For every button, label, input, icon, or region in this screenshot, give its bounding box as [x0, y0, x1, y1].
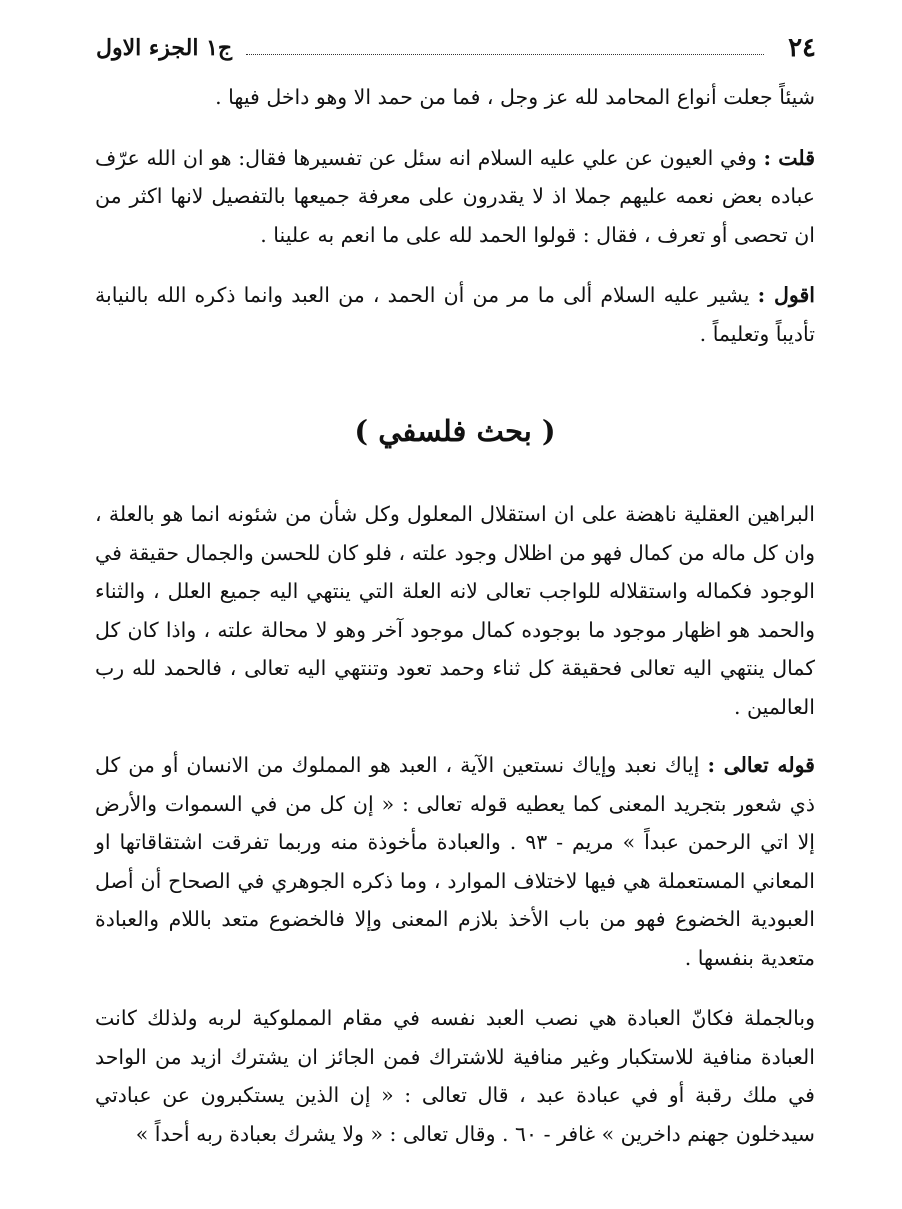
paragraph-text: وفي العيون عن علي عليه السلام انه سئل عن تفسيرها فقال: هو ان الله عرّف عباده بعض نعمه عليهم جملا اذ لا يقدرون على معرفة جميعها بالتفصيل لانها اكثر من ان تحصى أو تعرف ، فقال : قولوا الحمد لله على ما انعم به علينا .	[95, 145, 815, 247]
paragraph-6	[95, 999, 815, 1153]
section-heading: ( بحث فلسفي )	[354, 414, 556, 448]
paragraph-text: إياك نعبد وإياك نستعين الآية ، العبد هو المملوك من الانسان أو من كل ذي شعور بتجريد المعنى كما يعطيه قوله تعالى : « إن كل من في السموات والأرض إلا اتي الرحمن عبداً » مريم - ٩٣ . والعبادة مأخوذة منه وربما تفرقت اشتقاقاتها او المعاني المستعملة هي فيها لاختلاف الموارد ، وما ذكره الجوهري في الصحاح أن أصل العبودية الخضوع فهو من باب الأخذ بلازم المعنى وإلا فالخضوع متعد باللام والعبادة متعدية بنفسها .	[95, 753, 815, 970]
paragraph-lead: قلت :	[763, 145, 815, 170]
paragraph-2	[95, 139, 815, 255]
page-body	[95, 78, 815, 1175]
running-title: ج١ الجزء الاول	[96, 35, 233, 61]
header-dotted-rule	[246, 42, 764, 55]
paragraph-lead: قوله تعالى :	[707, 753, 815, 777]
paragraph-lead: اقول :	[757, 283, 815, 307]
page-header	[96, 30, 816, 66]
page-number: ٢٤	[788, 33, 816, 63]
paragraph-4	[95, 495, 815, 726]
paragraph-5	[95, 746, 815, 977]
paragraph-3	[95, 276, 815, 353]
paragraph-text: شيئاً جعلت أنواع المحامد لله عز وجل ، فما من حمد الا وهو داخل فيها .	[215, 85, 815, 109]
paragraph-1	[95, 78, 815, 117]
paragraph-text: وبالجملة فكانّ العبادة هي نصب العبد نفسه في مقام المملوكية لربه ولذلك كانت العبادة منافية للاستكبار وغير منافية للاشتراك فمن الجائز ان يشترك ازيد من الواحد في ملك رقبة أو في عبادة عبد ، قال تعالى : « إن الذين يستكبرون عن عبادتي سيدخلون جهنم داخرين » غافر - ٦٠ . وقال تعالى : « ولا يشرك بعبادة ربه أحداً »	[95, 1006, 815, 1146]
paragraph-text: يشير عليه السلام ألى ما مر من أن الحمد ، من العبد وانما ذكره الله بالنيابة تأديباً وتعليماً .	[95, 283, 815, 346]
paragraph-text: البراهين العقلية ناهضة على ان استقلال المعلول وكل شأن من شئونه انما هو بالعلة ، وان كل ماله من كمال فهو من اظلال وجود علته ، فلو كان للحسن والجمال حقيقة في الوجود فكماله واستقلاله للواجب تعالى لانه العلة التي ينتهي اليه جميع العلل ، والثناء والحمد هو اظهار موجود ما بوجوده كمال موجود آخر وهو لا محالة علته ، واذا كان كل كمال ينتهي اليه تعالى فحقيقة كل ثناء وحمد تعود وتنتهي اليه تعالى ، فالحمد لله رب العالمين .	[95, 502, 815, 719]
